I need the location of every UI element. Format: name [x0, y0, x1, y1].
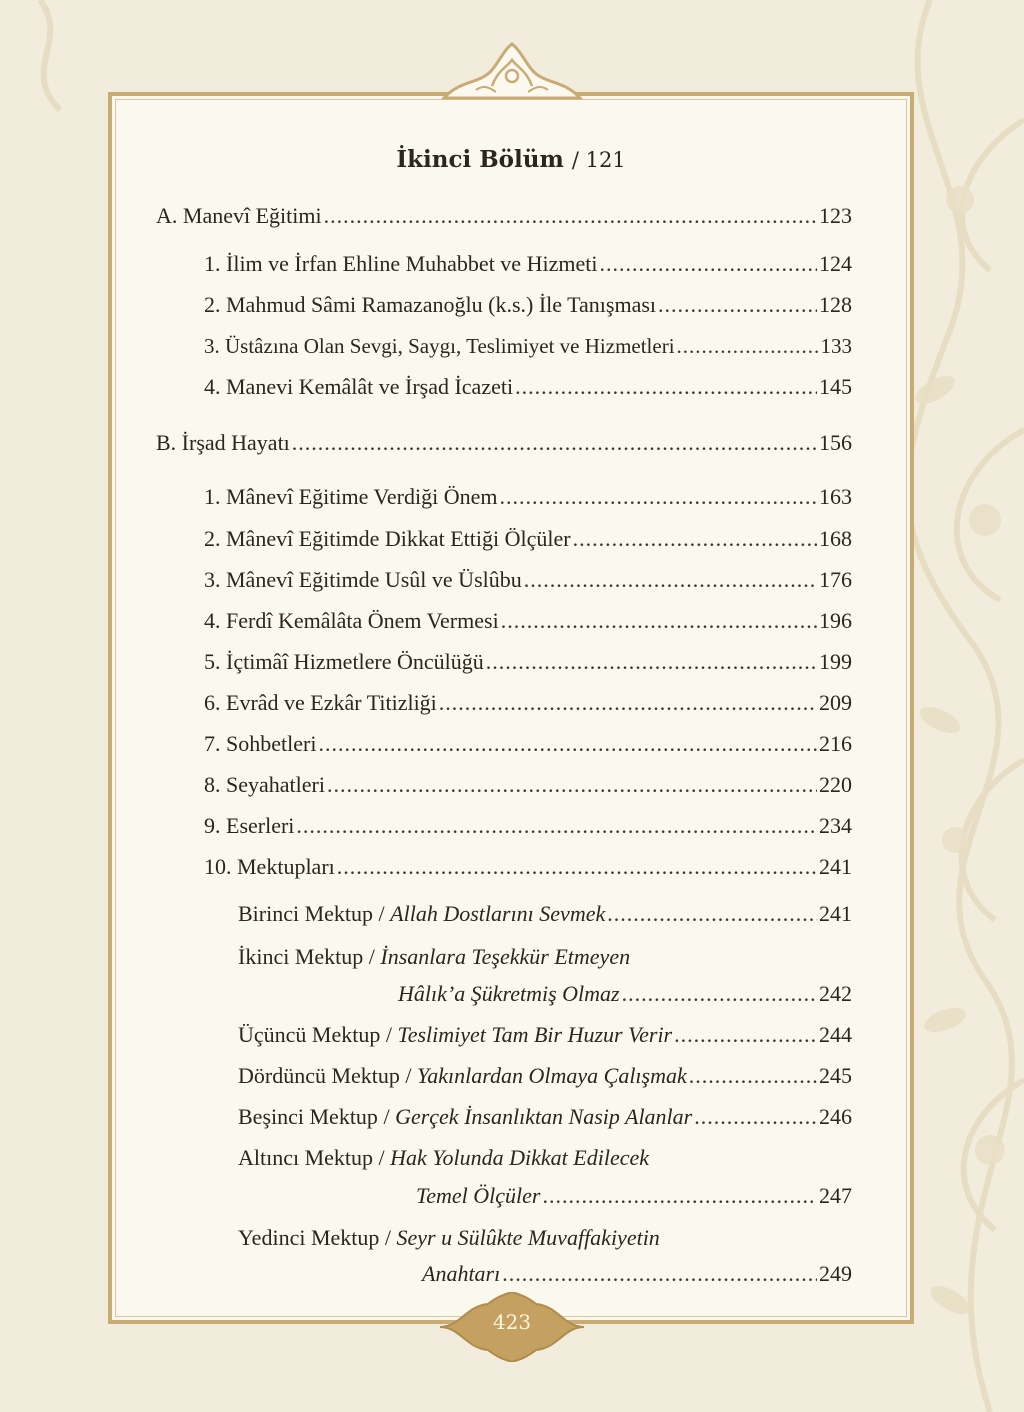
toc-letter-entry-continuation: Hâlık’a Şükretmiş Olmaz ..... 242 — [398, 981, 852, 1007]
toc-entry: 3. Mânevî Eğitimde Usûl ve Üslûbu ..... 176 — [204, 567, 852, 593]
section-title-page: / 121 — [571, 148, 626, 172]
section-title — [108, 146, 914, 173]
toc-letter-entry: Beşinci Mektup / Gerçek İnsanlıktan Nasip Alanlar ..... 246 — [238, 1104, 852, 1130]
toc-entry: B. İrşad Hayatı ..... 156 — [156, 430, 852, 456]
toc-entry: 2. Mahmud Sâmi Ramazanoğlu (k.s.) İle Tanışması ..... 128 — [204, 292, 852, 318]
toc-entry: 3. Üstâzına Olan Sevgi, Saygı, Teslimiyet ve Hizmetleri ..... 133 — [204, 333, 852, 359]
toc-entry: 2. Mânevî Eğitimde Dikkat Ettiği Ölçüler ..... 168 — [204, 526, 852, 552]
top-crest-ornament — [440, 40, 584, 100]
toc-letter-entry-first-line: Yedinci Mektup / Seyr u Sülûkte Muvaffakiyetin — [238, 1225, 660, 1250]
toc-entry: 4. Ferdî Kemâlâta Önem Vermesi ..... 196 — [204, 608, 852, 634]
toc-entry: 1. İlim ve İrfan Ehline Muhabbet ve Hizmeti ..... 124 — [204, 251, 852, 277]
toc-letter-entry-continuation: Anahtarı ..... 249 — [422, 1261, 852, 1287]
toc-letter-entry: Birinci Mektup / Allah Dostlarını Sevmek ..... 241 — [238, 901, 852, 927]
toc-entry: 10. Mektupları ..... 241 — [204, 854, 852, 880]
toc-letter-entry-first-line: Altıncı Mektup / Hak Yolunda Dikkat Edilecek — [238, 1145, 650, 1170]
toc-letter-entry-continuation: Temel Ölçüler ..... 247 — [416, 1183, 852, 1209]
toc-entry: 6. Evrâd ve Ezkâr Titizliği ..... 209 — [204, 690, 852, 716]
toc-letter-entry: Üçüncü Mektup / Teslimiyet Tam Bir Huzur Verir ..... 244 — [238, 1022, 852, 1048]
toc-entry: A. Manevî Eğitimi ..... 123 — [156, 203, 852, 229]
toc-entry: 4. Manevi Kemâlât ve İrşad İcazeti ..... 145 — [204, 374, 852, 400]
section-title-text: İkinci Bölüm — [396, 146, 564, 173]
page-number: 423 — [492, 1310, 532, 1334]
toc-entry: 1. Mânevî Eğitime Verdiği Önem ..... 163 — [204, 484, 852, 510]
toc-entry: 9. Eserleri ..... 234 — [204, 813, 852, 839]
toc-entry: 5. İçtimâî Hizmetlere Öncülüğü ..... 199 — [204, 649, 852, 675]
toc-letter-entry: Dördüncü Mektup / Yakınlardan Olmaya Çalışmak ..... 245 — [238, 1063, 852, 1089]
toc-entry: 7. Sohbetleri ..... 216 — [204, 731, 852, 757]
toc-entry: 8. Seyahatleri ..... 220 — [204, 772, 852, 798]
toc-letter-entry-first-line: İkinci Mektup / İnsanlara Teşekkür Etmeyen — [238, 944, 631, 969]
